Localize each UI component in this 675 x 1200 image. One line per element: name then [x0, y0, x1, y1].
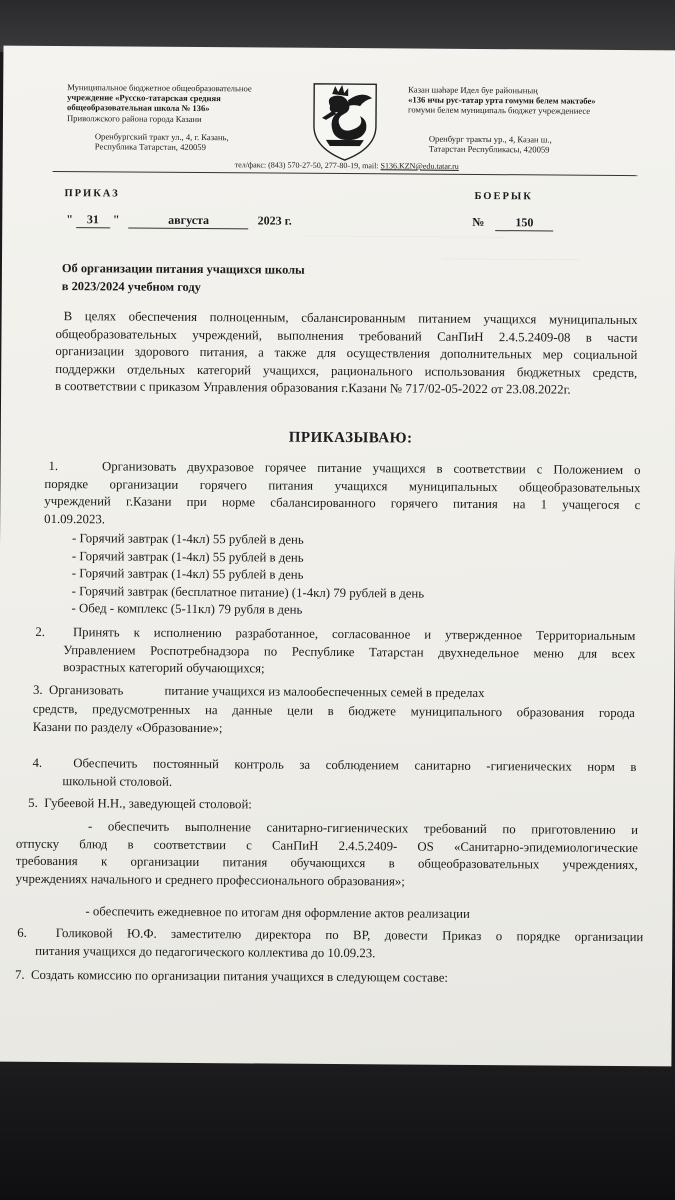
item-5-first-line — [28, 796, 252, 813]
item-5 — [16, 818, 638, 892]
preamble-line: общеобразовательных учреждений, выполнения требований СанПиН 2.4.5.2409-08 в части — [55, 326, 638, 345]
order-day: 31 — [76, 212, 110, 228]
header-divider — [53, 171, 638, 176]
item-number: 7. — [14, 967, 25, 982]
item-line: возрастных категорий обучающихся; — [63, 660, 265, 676]
item-text: Организовать двухразовое горячее питание учащихся в соответствии с Положением о — [102, 459, 641, 478]
item-line: 01.09.2023. — [44, 511, 106, 526]
item-line: питания учащихся до педагогического коллектива до 10.09.23. — [35, 943, 376, 960]
meal-item: - Горячий завтрак (1-4кл) 55 рублей в день — [71, 566, 304, 582]
item-line: средств, предусмотренных на данные цели в бюджете муниципального образования города — [32, 701, 635, 721]
item-text: Голиковой Ю.Ф. заместителю директора по ВР, довести Приказ о порядке организации — [55, 926, 644, 945]
meal-list — [72, 530, 425, 620]
header-left-address — [95, 131, 229, 152]
background-top — [0, 0, 675, 52]
header-right — [408, 84, 596, 116]
order-title-tt: БОЕРЫК — [474, 190, 533, 203]
item-text: Создать комиссию по организации питания учащихся в следующем составе: — [30, 967, 449, 985]
item-line: Казани по разделу «Образование»; — [32, 719, 223, 735]
order-title-ru: ПРИКАЗ — [64, 188, 120, 200]
item-3 — [33, 701, 635, 740]
meal-item: - Обед - комплекс (5-11кл) 79 рубля в день — [71, 601, 303, 617]
item-number: 4. — [32, 755, 43, 770]
quote-close: " — [112, 212, 120, 227]
item-line: учреждений г.Казани при норме сбалансированного горячего питания на 1 учащегося с — [44, 493, 641, 513]
header-right-line: «136 нчы рус-татар урта гомуми белем мәктәбе» — [408, 94, 596, 106]
order-subject — [62, 259, 305, 297]
item-text: Организовать — [48, 682, 124, 698]
contacts-email: S136.KZN@edu.tatar.ru — [380, 161, 459, 171]
item-number: 6. — [17, 925, 27, 940]
kazan-dragon-emblem-icon — [308, 76, 383, 163]
address-line: Оренбургский тракт ул., 4, г. Казань, — [94, 131, 229, 143]
header-right-line: гомуми белем муниципаль бюджет учреждениесе — [408, 104, 591, 117]
preamble-line: В целях обеспечения полноценным, сбалансированным питанием учащихся муниципальных — [63, 309, 638, 328]
bleed-through: _________________________ — [442, 248, 580, 262]
item-number: 2. — [35, 624, 46, 639]
item-line: Управлением Роспотребнадзора по Республике Татарстан двухнедельное меню для всех — [63, 642, 636, 661]
item-text: Губеевой Н.Н., заведующей столовой: — [44, 795, 252, 812]
item-2 — [35, 624, 635, 681]
meal-item: - Горячий завтрак (1-4кл) 55 рублей в день — [72, 531, 304, 547]
meal-item: - Горячий завтрак (1-4кл) 55 рублей в день — [71, 548, 304, 565]
order-number-label: № — [472, 214, 485, 230]
address-line: Татарстан Республикасы, 420059 — [428, 143, 550, 155]
contacts-phone: тел/факс: (843) 570-27-50, 277-80-19, mail: — [234, 160, 381, 171]
item-3-first-line — [33, 683, 485, 701]
decree-heading: ПРИКАЗЫВАЮ: — [288, 429, 413, 447]
preamble — [55, 308, 638, 400]
item-4 — [32, 755, 636, 794]
item-text: Принять к исполнению разработанное, согласованное и утвержденное Территориальным — [72, 625, 636, 644]
item-5-last-line: - обеспечить ежедневное по итогам дня оформление актов реализации — [85, 904, 470, 921]
item-line: учреждениях начального и среднего профессионального образования»; — [15, 871, 405, 888]
header-right-address — [429, 134, 552, 155]
background-bottom — [0, 1062, 675, 1200]
order-month: августа — [129, 213, 249, 230]
document-page — [0, 46, 675, 1067]
quote-open: " — [66, 212, 74, 227]
item-number: 1. — [48, 458, 59, 474]
item-text: питание учащихся из малообеспеченных семей в пределах — [164, 683, 485, 701]
header-left-line: Муниципальное бюджетное общеобразовательное — [67, 82, 252, 94]
order-year: 2023 г. — [257, 213, 292, 228]
order-date — [66, 212, 292, 230]
item-7 — [15, 968, 448, 986]
item-text: Обеспечить постоянный контроль за соблюдением санитарно -гигиенических норм в — [73, 756, 637, 775]
item-line: отпуску блюд в соответствии с СанПиН 2.4.5.2409- OS «Санитарно-эпидемиологические — [15, 836, 638, 855]
meal-item: - Горячий завтрак (бесплатное питание) (1-4кл) 79 рублей в день — [71, 583, 425, 601]
header-left — [67, 82, 252, 124]
item-6 — [17, 925, 643, 964]
preamble-line: в соответствии с приказом Управления образования г.Казани № 717/02-05-2022 от 23.08.2022г. — [55, 379, 571, 397]
item-line: - обеспечить выполнение санитарно-гигиенических требований по приготовлению и — [88, 819, 639, 838]
address-line: Оренбург тракты ур., 4, Казан ш., — [428, 133, 552, 145]
address-line: Республика Татарстан, 420059 — [94, 141, 206, 153]
subject-line: в 2023/2024 учебном году — [61, 279, 201, 295]
subject-line: Об организации питания учащихся школы — [61, 261, 305, 277]
order-number: 150 — [495, 215, 553, 231]
header-left-line: Приволжского района города Казани — [66, 112, 202, 124]
header-left-line: общеобразовательная школа № 136» — [67, 102, 210, 114]
item-line: требования к организации питания обучающихся в общеобразовательных учреждениях, — [15, 853, 638, 873]
preamble-line: организации здорового питания, а также для осуществления дополнительных мер социальной — [55, 344, 638, 363]
preamble-line: поддержки отдельных категорий учащихся, рационального использования бюджетных средств, — [55, 361, 638, 380]
item-1 — [44, 458, 640, 532]
bleed-through: _____________________________________ — [302, 225, 506, 240]
contacts-line — [235, 160, 459, 171]
header-right-line: Казан шәһәре Идел буе районының — [408, 84, 538, 96]
item-number: 5. — [28, 795, 38, 810]
header-left-line: учреждение «Русско-татарская средняя — [67, 92, 221, 104]
item-line: порядке организации горячего питания учащихся муниципальных общеобразовательных — [44, 476, 641, 495]
item-line: школьной столовой. — [62, 773, 173, 789]
item-number: 3. — [32, 682, 43, 697]
